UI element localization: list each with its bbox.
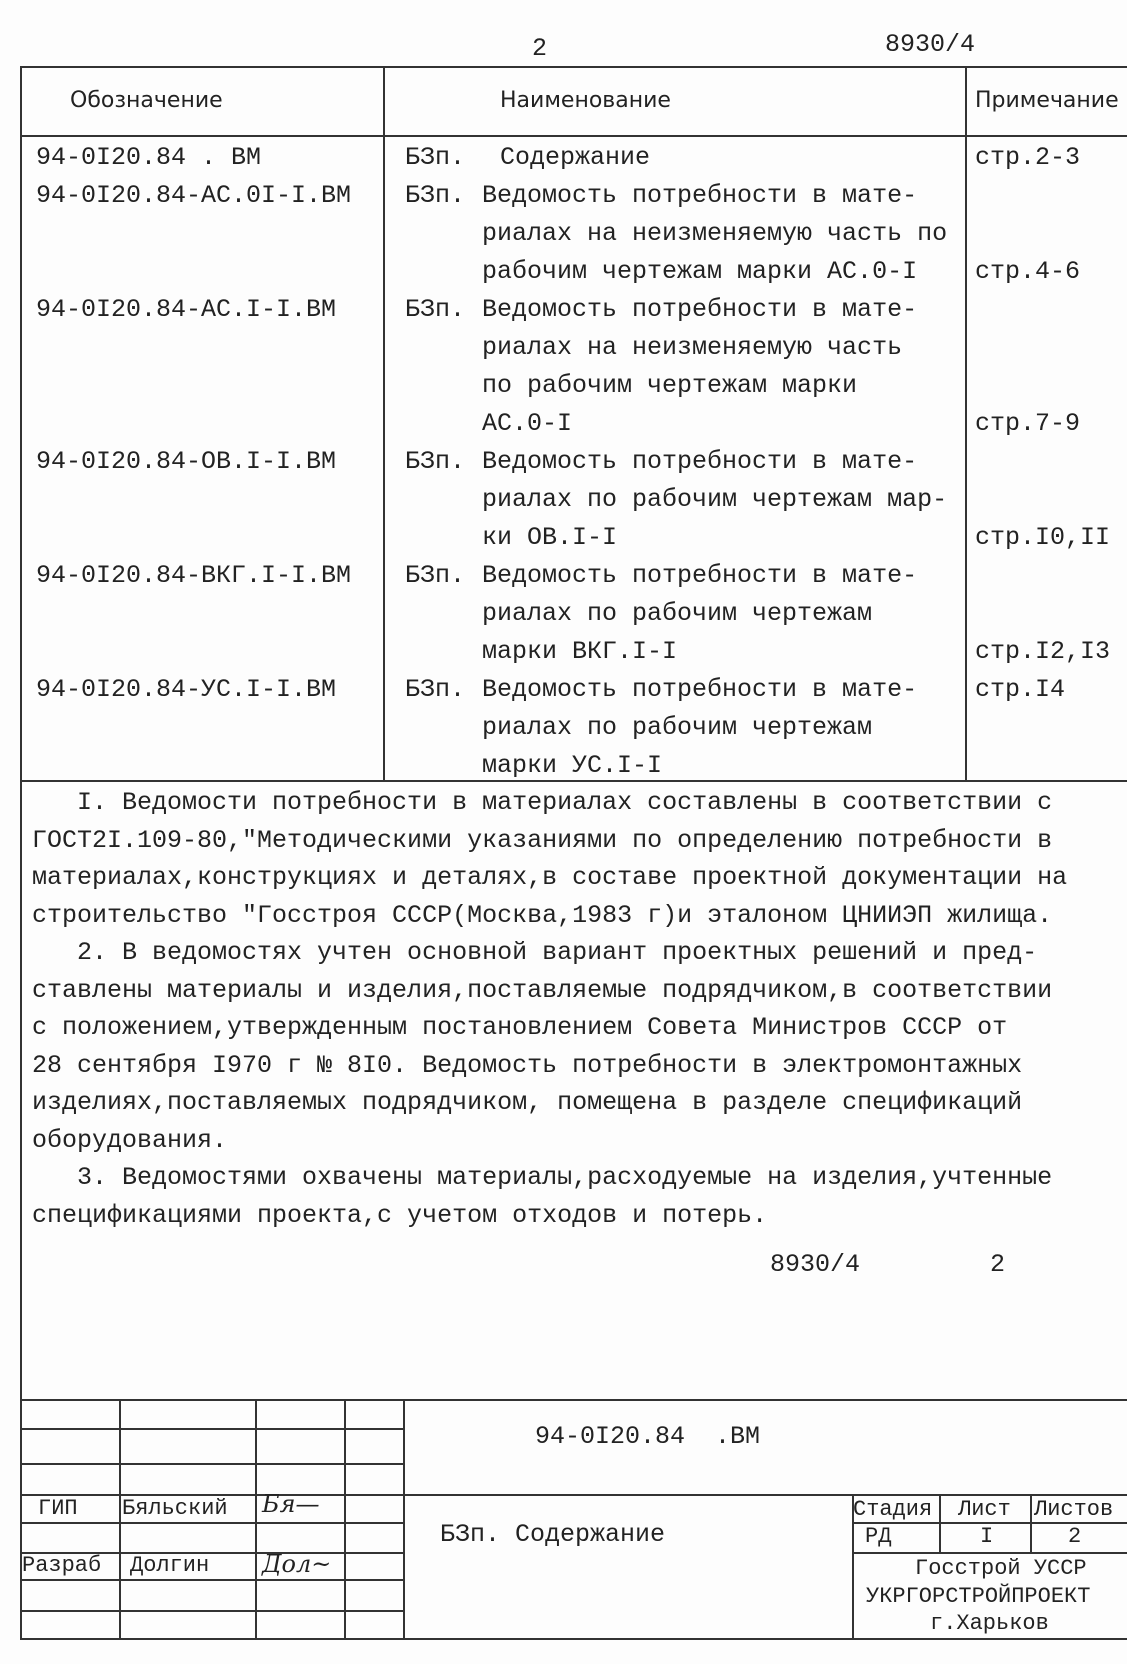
- signature-gip: Бя—: [262, 1490, 320, 1518]
- row-doc-type: БЗп.: [405, 675, 466, 704]
- name-gip: Бяльский: [122, 1496, 228, 1521]
- row-doc-type: БЗп.: [405, 181, 466, 210]
- row-name-line: риалах по рабочим чертежам мар-: [482, 485, 948, 514]
- row-name-line: Содержание: [500, 143, 651, 172]
- note-line: строительство "Госстроя СССР(Москва,1983 г)и эталоном ЦНИИЭП жилища.: [32, 900, 1053, 930]
- role-developer: Разраб: [22, 1553, 102, 1578]
- row-name-line: Ведомость потребности в мате-: [482, 675, 918, 704]
- note-line: с положением,утвержденным постановлением Совета Министров СССР от: [32, 1013, 1008, 1042]
- note-line: I. Ведомости потребности в материалах составлены в соответствии с: [32, 788, 1053, 817]
- row-note: стр.I0,II: [975, 523, 1111, 552]
- table-header-divider: [20, 135, 1127, 137]
- table-border-top: [20, 66, 1127, 68]
- footer-page: 2: [990, 1250, 1006, 1279]
- row-designation: 94-0I20.84-АС.I-I.ВМ: [36, 295, 337, 324]
- title-block-title: БЗп. Содержание: [440, 1520, 666, 1549]
- note-line: спецификациями проекта,с учетом отходов и потерь.: [32, 1200, 768, 1230]
- sheets-label: Листов: [1034, 1497, 1114, 1522]
- row-note: стр.I2,I3: [975, 637, 1111, 666]
- row-doc-type: БЗп.: [405, 143, 466, 172]
- title-block-designation: 94-0I20.84 .ВМ: [535, 1422, 761, 1451]
- sheet-value: I: [980, 1524, 994, 1549]
- row-doc-type: БЗп.: [405, 295, 466, 324]
- column-divider: [965, 66, 967, 780]
- note-line: 2. В ведомостях учтен основной вариант проектных решений и пред-: [32, 938, 1038, 967]
- note-line: ГОСТ2I.109-80,"Методическими указаниями по определению потребности в: [32, 825, 1053, 855]
- row-doc-type: БЗп.: [405, 447, 466, 476]
- page-border-left: [20, 66, 22, 1640]
- row-note: стр.7-9: [975, 409, 1081, 438]
- column-divider: [383, 66, 385, 780]
- row-name-line: Ведомость потребности в мате-: [482, 561, 918, 590]
- row-note: стр.I4: [975, 675, 1066, 704]
- role-gip: ГИП: [38, 1496, 78, 1521]
- sheet-label: Лист: [958, 1497, 1011, 1522]
- column-header-note: Примечание: [975, 88, 1119, 113]
- stage-label: Стадия: [853, 1497, 933, 1522]
- doc-code: 8930/4: [885, 30, 976, 59]
- row-designation: 94-0I20.84-ОВ.I-I.ВМ: [36, 447, 337, 476]
- row-designation: 94-0I20.84-ВКГ.I-I.ВМ: [36, 561, 352, 590]
- column-header-designation: Обозначение: [70, 88, 223, 113]
- page-number: 2: [532, 34, 548, 63]
- row-note: стр.4-6: [975, 257, 1081, 286]
- row-name-line: марки ВКГ.I-I: [482, 637, 678, 666]
- row-name-line: Ведомость потребности в мате-: [482, 295, 918, 324]
- row-note: стр.2-3: [975, 143, 1081, 172]
- row-designation: 94-0I20.84-АС.0I-I.ВМ: [36, 181, 352, 210]
- note-line: 28 сентября I970 г № 8I0. Ведомость потребности в электромонтажных: [32, 1050, 1023, 1080]
- row-name-line: АС.0-I: [482, 409, 573, 438]
- row-name-line: ки ОВ.I-I: [482, 523, 618, 552]
- org-line-3: г.Харьков: [930, 1611, 1049, 1636]
- note-line: ставлены материалы и изделия,поставляемые подрядчиком,в соответствии: [32, 975, 1053, 1005]
- row-name-line: Ведомость потребности в мате-: [482, 447, 918, 476]
- note-line: оборудования.: [32, 1125, 228, 1155]
- row-name-line: Ведомость потребности в мате-: [482, 181, 918, 210]
- row-name-line: риалах на неизменяемую часть: [482, 333, 903, 362]
- sheets-value: 2: [1068, 1524, 1082, 1549]
- note-line: изделиях,поставляемых подрядчиком, помещена в разделе спецификаций: [32, 1088, 1023, 1117]
- row-name-line: риалах на неизменяемую часть по: [482, 219, 948, 248]
- org-line-2: УКРГОРСТРОЙПРОЕКТ: [866, 1584, 1091, 1609]
- row-name-line: по рабочим чертежам марки: [482, 371, 858, 400]
- signature-developer: Дол~: [262, 1550, 332, 1578]
- row-name-line: марки УС.I-I: [482, 751, 663, 780]
- footer-doc-code: 8930/4: [770, 1250, 861, 1279]
- row-name-line: риалах по рабочим чертежам: [482, 713, 873, 742]
- row-designation: 94-0I20.84-УС.I-I.ВМ: [36, 675, 337, 704]
- row-name-line: риалах по рабочим чертежам: [482, 599, 873, 628]
- row-designation: 94-0I20.84 . ВМ: [36, 143, 262, 172]
- org-line-1: Госстрой УССР: [915, 1556, 1087, 1581]
- row-name-line: рабочим чертежам марки АС.0-I: [482, 257, 918, 286]
- note-line: 3. Ведомостями охвачены материалы,расходуемые на изделия,учтенные: [32, 1163, 1053, 1192]
- column-header-name: Наименование: [500, 88, 671, 113]
- row-doc-type: БЗп.: [405, 561, 466, 590]
- stage-value: РД: [865, 1524, 892, 1549]
- name-developer: Долгин: [130, 1553, 210, 1578]
- note-line: материалах,конструкциях и деталях,в составе проектной документации на: [32, 863, 1068, 892]
